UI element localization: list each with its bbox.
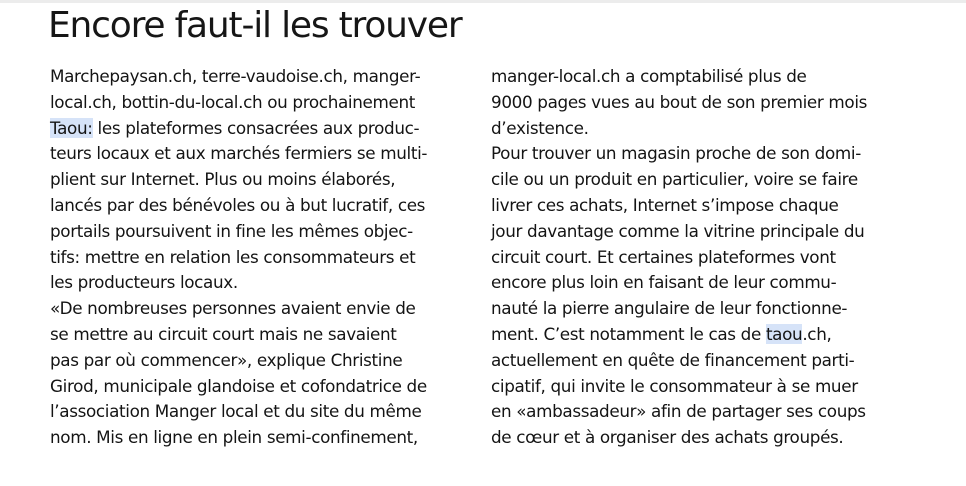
left-column-line: Marchepaysan.ch, terre-vaudoise.ch, manger- bbox=[50, 66, 421, 86]
left-column-line: local.ch, bottin-du-local.ch ou prochainement bbox=[50, 91, 415, 112]
right-column-line: d’existence. bbox=[491, 117, 589, 138]
right-column-line: circuit court. Et certaines plateformes vont bbox=[491, 246, 836, 267]
left-column bbox=[50, 64, 470, 451]
right-column-line: jour davantage comme la vitrine principale du bbox=[491, 220, 865, 241]
article-title: Encore faut-il les trouver bbox=[48, 5, 462, 46]
right-column-line: livrer ces achats, Internet s’impose chaque bbox=[491, 194, 839, 215]
right-column-line bbox=[491, 322, 916, 348]
right-column-line: 9000 pages vues au bout de son premier mois bbox=[491, 91, 868, 112]
left-column-line: portails poursuivent in fine les mêmes objec- bbox=[50, 220, 413, 241]
left-column-line: se mettre au circuit court mais ne savaient bbox=[50, 323, 397, 344]
left-column-line bbox=[50, 116, 470, 142]
left-column-line: nom. Mis en ligne en plein semi-confinement, bbox=[50, 427, 418, 448]
right-column-line: cile ou un produit en particulier, voire se faire bbox=[491, 169, 858, 190]
right-column-line: cipatif, qui invite le consommateur à se muer bbox=[491, 375, 858, 396]
left-column-line: les producteurs locaux. bbox=[50, 272, 238, 293]
highlighted-term: Taou: bbox=[50, 117, 93, 138]
left-column-line: Girod, municipale glandoise et cofondatrice de bbox=[50, 375, 427, 396]
left-column-line: tifs: mettre en relation les consommateurs et bbox=[50, 246, 416, 267]
left-column-line: plient sur Internet. Plus ou moins élaborés, bbox=[50, 169, 396, 190]
text-segment: .ch, bbox=[802, 323, 832, 344]
right-column-line: actuellement en quête de financement parti- bbox=[491, 349, 855, 370]
left-column-line: teurs locaux et aux marchés fermiers se multi- bbox=[50, 143, 428, 164]
left-column-line: «De nombreuses personnes avaient envie de bbox=[50, 298, 416, 319]
left-column-line: l’association Manger local et du site du même bbox=[50, 401, 422, 422]
right-column-line: de cœur et à organiser des achats groupés. bbox=[491, 427, 844, 448]
left-column-line: pas par où commencer», explique Christine bbox=[50, 349, 403, 370]
text-segment: les plateformes consacrées aux produc- bbox=[92, 117, 420, 138]
left-column-line: lancés par des bénévoles ou à but lucratif, ces bbox=[50, 194, 426, 215]
right-column-line: nauté la pierre angulaire de leur fonctionne- bbox=[491, 298, 848, 319]
right-column-line: manger-local.ch a comptabilisé plus de bbox=[491, 66, 807, 86]
top-rule bbox=[0, 0, 966, 3]
right-column-line: en «ambassadeur» afin de partager ses coups bbox=[491, 401, 866, 422]
right-column-line: encore plus loin en faisant de leur commu- bbox=[491, 272, 837, 293]
right-column-line: Pour trouver un magasin proche de son domi- bbox=[491, 143, 861, 164]
right-column bbox=[491, 64, 916, 451]
highlighted-term: taou bbox=[765, 323, 803, 344]
text-segment: ment. C’est notamment le cas de bbox=[491, 323, 766, 344]
